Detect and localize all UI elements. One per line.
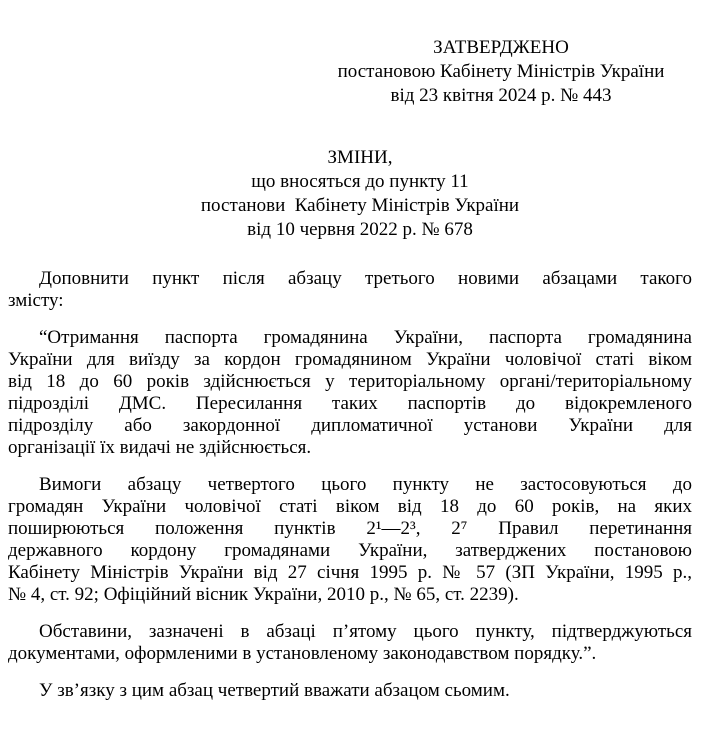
document-body: [8, 268, 692, 702]
text-line: Доповнити пункт після абзацу третього новими абзацами такого: [39, 268, 692, 289]
text-line: державного кордону громадянами України, затверджених постановою: [8, 540, 692, 561]
text-line: поширюються положення пунктів 2¹—2³, 2⁷ Правил перетинання: [8, 518, 692, 539]
text-line: України для виїзду за кордон громадянином України чоловічої статі віком: [8, 349, 692, 370]
text-line: Кабінету Міністрів України від 27 січня 1995 р. № 57 (ЗП України, 1995 р.,: [8, 562, 692, 583]
title-subject: що вносяться до пункту 11: [251, 171, 469, 192]
text-line: підрозділу або закордонної дипломатичної установи України для: [8, 415, 692, 436]
document-title: [28, 146, 692, 242]
title-date-number: від 10 червня 2022 р. № 678: [247, 219, 473, 240]
approval-date-number: від 23 квітня 2024 р. № 443: [390, 85, 612, 106]
body-paragraph: [8, 680, 692, 702]
text-line: документами, оформленими в установленому законодавством порядку.”.: [8, 643, 597, 664]
approval-word: ЗАТВЕРДЖЕНО: [433, 37, 569, 58]
approval-stamp: [322, 36, 680, 108]
title-authority: постанови Кабінету Міністрів України: [200, 195, 520, 216]
body-paragraph: [8, 474, 692, 606]
text-line: У зв’язку з цим абзац четвертий вважати абзацом сьомим.: [39, 680, 510, 701]
body-paragraph: [8, 327, 692, 459]
body-paragraph: [8, 268, 692, 312]
text-line: Обставини, зазначені в абзаці п’ятому цього пункту, підтверджуються: [39, 621, 692, 642]
text-line: Вимоги абзацу четвертого цього пункту не застосовуються до: [39, 474, 692, 495]
text-line: змісту:: [8, 290, 64, 311]
text-line: “Отримання паспорта громадянина України, паспорта громадянина: [39, 327, 692, 348]
text-line: громадян України чоловічої статі віком від 18 до 60 років, на яких: [8, 496, 692, 517]
text-line: організації їх видачі не здійснюється.: [8, 437, 312, 458]
body-paragraph: [8, 621, 692, 665]
title-word: ЗМІНИ,: [327, 147, 393, 168]
text-line: підрозділі ДМС. Пересилання таких паспортів до відокремленого: [8, 393, 692, 414]
approval-authority: постановою Кабінету Міністрів України: [337, 61, 665, 82]
text-line: № 4, ст. 92; Офіційний вісник України, 2010 р., № 65, ст. 2239).: [8, 584, 519, 605]
text-line: від 18 до 60 років здійснюється у територіальному органі/територіальному: [8, 371, 692, 392]
